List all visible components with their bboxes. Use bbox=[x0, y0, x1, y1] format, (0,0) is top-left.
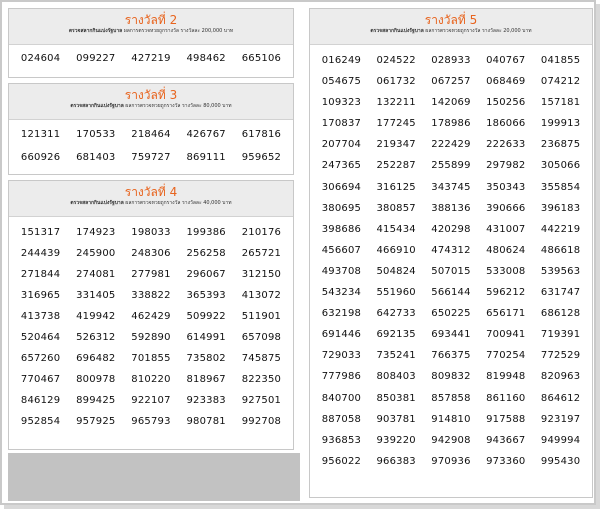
prize-number: 142069 bbox=[431, 97, 471, 109]
prize-number: 903781 bbox=[376, 413, 416, 425]
prize-4-header bbox=[9, 181, 293, 217]
prize-number: 511901 bbox=[241, 311, 282, 322]
prize-number: 592890 bbox=[131, 332, 171, 343]
prize-number: 719391 bbox=[540, 329, 581, 341]
prize-number: 887058 bbox=[321, 413, 362, 425]
prize-number: 222633 bbox=[486, 139, 526, 151]
prize-number: 265721 bbox=[241, 248, 282, 259]
prize-number: 186066 bbox=[486, 118, 526, 130]
prize-number: 150256 bbox=[486, 97, 526, 109]
prize-number: 966383 bbox=[376, 455, 416, 467]
prize-number: 914810 bbox=[431, 413, 471, 425]
prize-number: 256258 bbox=[186, 248, 226, 259]
empty-area bbox=[8, 453, 300, 501]
prize-number: 939220 bbox=[376, 434, 416, 446]
prize-number: 959652 bbox=[241, 152, 282, 163]
prize-number: 632198 bbox=[321, 308, 362, 320]
prize-number: 016249 bbox=[321, 55, 362, 66]
prize-number: 178986 bbox=[431, 118, 471, 130]
prize-number: 218464 bbox=[131, 129, 171, 140]
prize-number: 426767 bbox=[186, 129, 226, 140]
prize-2-panel bbox=[8, 8, 294, 78]
prize-number: 132211 bbox=[376, 97, 416, 109]
prize-number: 942908 bbox=[431, 434, 471, 446]
prize-number: 462429 bbox=[131, 311, 171, 322]
prize-number: 507015 bbox=[431, 265, 471, 277]
prize-number: 770467 bbox=[20, 374, 61, 385]
prize-number: 864612 bbox=[540, 392, 581, 404]
prize-number: 657098 bbox=[241, 332, 282, 343]
prize-number: 350343 bbox=[486, 181, 526, 193]
prize-number: 526312 bbox=[76, 332, 116, 343]
prize-number: 024604 bbox=[20, 53, 61, 64]
prize-number: 850381 bbox=[376, 392, 416, 404]
prize-number: 174923 bbox=[76, 227, 116, 238]
prize-number: 198033 bbox=[131, 227, 171, 238]
prize-number: 660926 bbox=[20, 152, 61, 163]
prize-number: 617816 bbox=[241, 129, 282, 140]
prize-number: 729033 bbox=[321, 350, 362, 362]
prize-number: 247365 bbox=[321, 160, 362, 172]
prize-number: 927501 bbox=[241, 395, 282, 406]
prize-number: 074212 bbox=[540, 76, 581, 88]
prize-number: 772529 bbox=[540, 350, 581, 362]
prize-number: 398686 bbox=[321, 223, 362, 235]
prize-number: 766375 bbox=[431, 350, 471, 362]
prize-3-header bbox=[9, 84, 293, 120]
prize-number: 970936 bbox=[431, 455, 471, 467]
prize-number: 480624 bbox=[486, 244, 526, 256]
prize-number: 551960 bbox=[376, 287, 416, 299]
prize-number: 800978 bbox=[76, 374, 116, 385]
prize-number: 170533 bbox=[76, 129, 116, 140]
prize-number: 917588 bbox=[486, 413, 526, 425]
prize-number: 413072 bbox=[241, 290, 282, 301]
prize-5-numbers bbox=[310, 45, 592, 467]
prize-number: 067257 bbox=[431, 76, 471, 88]
prize-number: 701855 bbox=[131, 353, 171, 364]
prize-number: 973360 bbox=[486, 455, 526, 467]
prize-2-header bbox=[9, 9, 293, 45]
prize-number: 650225 bbox=[431, 308, 471, 320]
prize-number: 498462 bbox=[186, 53, 226, 64]
prize-number: 819948 bbox=[486, 371, 526, 383]
prize-2-subtitle: ตรวจสลากกินแบ่งรัฐบาล ผลการตรวจหวยถูกรางวัล รางวัลละ 200,000 บาท bbox=[68, 28, 234, 34]
prize-number: 170837 bbox=[321, 118, 362, 130]
prize-number: 312150 bbox=[241, 269, 282, 280]
prize-number: 413738 bbox=[20, 311, 61, 322]
prize-number: 316965 bbox=[20, 290, 61, 301]
prize-number: 820963 bbox=[540, 371, 581, 383]
prize-number: 504824 bbox=[376, 265, 416, 277]
prize-number: 681403 bbox=[76, 152, 116, 163]
prize-number: 957925 bbox=[76, 416, 116, 427]
prize-number: 236875 bbox=[540, 139, 581, 151]
prize-number: 642733 bbox=[376, 308, 416, 320]
prize-number: 995430 bbox=[540, 455, 581, 467]
prize-number: 693441 bbox=[431, 329, 471, 341]
prize-number: 151317 bbox=[20, 227, 61, 238]
prize-number: 952854 bbox=[20, 416, 61, 427]
prize-number: 331405 bbox=[76, 290, 116, 301]
prize-5-title: รางวัลที่ 5 bbox=[424, 13, 478, 27]
prize-number: 700941 bbox=[486, 329, 526, 341]
prize-number: 274081 bbox=[76, 269, 116, 280]
prize-number: 244439 bbox=[20, 248, 61, 259]
prize-number: 054675 bbox=[321, 76, 362, 88]
prize-number: 297982 bbox=[486, 160, 526, 172]
prize-number: 965793 bbox=[131, 416, 171, 427]
prize-number: 539563 bbox=[540, 265, 581, 277]
prize-number: 899425 bbox=[76, 395, 116, 406]
prize-number: 735802 bbox=[186, 353, 226, 364]
prize-number: 474312 bbox=[431, 244, 471, 256]
prize-number: 992708 bbox=[241, 416, 282, 427]
prize-number: 745875 bbox=[241, 353, 282, 364]
prize-number: 442219 bbox=[540, 223, 581, 235]
prize-number: 657260 bbox=[20, 353, 61, 364]
prize-number: 068469 bbox=[486, 76, 526, 88]
prize-number: 420298 bbox=[431, 223, 471, 235]
prize-number: 922107 bbox=[131, 395, 171, 406]
prize-number: 735241 bbox=[376, 350, 416, 362]
prize-number: 566144 bbox=[431, 287, 471, 299]
prize-number: 219347 bbox=[376, 139, 416, 151]
prize-number: 692135 bbox=[376, 329, 416, 341]
prize-2-title: รางวัลที่ 2 bbox=[124, 13, 178, 27]
prize-number: 456607 bbox=[321, 244, 362, 256]
prize-number: 861160 bbox=[486, 392, 526, 404]
prize-number: 631747 bbox=[540, 287, 581, 299]
prize-number: 306694 bbox=[321, 181, 362, 193]
prize-number: 305066 bbox=[540, 160, 581, 172]
prize-number: 396183 bbox=[540, 202, 581, 214]
prize-number: 818967 bbox=[186, 374, 226, 385]
prize-3-subtitle: ตรวจสลากกินแบ่งรัฐบาล ผลการตรวจหวยถูกรางวัล รางวัลละ 80,000 บาท bbox=[70, 103, 232, 109]
prize-number: 686128 bbox=[540, 308, 581, 320]
prize-5-subtitle: ตรวจสลากกินแบ่งรัฐบาล ผลการตรวจหวยถูกรางวัล รางวัลละ 20,000 บาท bbox=[370, 28, 532, 34]
prize-number: 466910 bbox=[376, 244, 416, 256]
prize-number: 024522 bbox=[376, 55, 416, 66]
prize-number: 980781 bbox=[186, 416, 226, 427]
prize-number: 121311 bbox=[20, 129, 61, 140]
prize-number: 380857 bbox=[376, 202, 416, 214]
prize-number: 199913 bbox=[540, 118, 581, 130]
prize-number: 431007 bbox=[486, 223, 526, 235]
prize-number: 157181 bbox=[540, 97, 581, 109]
prize-number: 343745 bbox=[431, 181, 471, 193]
prize-number: 222429 bbox=[431, 139, 471, 151]
prize-number: 956022 bbox=[321, 455, 362, 467]
prize-number: 614991 bbox=[186, 332, 226, 343]
prize-number: 415434 bbox=[376, 223, 416, 235]
prize-3-numbers bbox=[9, 120, 293, 163]
prize-number: 380695 bbox=[321, 202, 362, 214]
prize-number: 923383 bbox=[186, 395, 226, 406]
prize-number: 808403 bbox=[376, 371, 416, 383]
prize-number: 041855 bbox=[540, 55, 581, 66]
prize-number: 252287 bbox=[376, 160, 416, 172]
prize-number: 810220 bbox=[131, 374, 171, 385]
prize-number: 355854 bbox=[540, 181, 581, 193]
prize-4-title: รางวัลที่ 4 bbox=[124, 185, 178, 199]
prize-number: 271844 bbox=[20, 269, 61, 280]
prize-number: 365393 bbox=[186, 290, 226, 301]
prize-number: 338822 bbox=[131, 290, 171, 301]
prize-number: 656171 bbox=[486, 308, 526, 320]
prize-number: 770254 bbox=[486, 350, 526, 362]
prize-number: 210176 bbox=[241, 227, 282, 238]
prize-number: 696482 bbox=[76, 353, 116, 364]
prize-4-panel bbox=[8, 180, 294, 450]
prize-number: 316125 bbox=[376, 181, 416, 193]
prize-2-numbers bbox=[9, 45, 293, 64]
prize-number: 390666 bbox=[486, 202, 526, 214]
prize-number: 427219 bbox=[131, 53, 171, 64]
prize-number: 245900 bbox=[76, 248, 116, 259]
prize-3-title: รางวัลที่ 3 bbox=[124, 88, 178, 102]
prize-number: 840700 bbox=[321, 392, 362, 404]
prize-number: 846129 bbox=[20, 395, 61, 406]
prize-number: 943667 bbox=[486, 434, 526, 446]
prize-number: 419942 bbox=[76, 311, 116, 322]
prize-number: 533008 bbox=[486, 265, 526, 277]
prize-number: 486618 bbox=[540, 244, 581, 256]
prize-number: 248306 bbox=[131, 248, 171, 259]
prize-number: 028933 bbox=[431, 55, 471, 66]
prize-number: 691446 bbox=[321, 329, 362, 341]
prize-number: 177245 bbox=[376, 118, 416, 130]
prize-number: 759727 bbox=[131, 152, 171, 163]
prize-number: 596212 bbox=[486, 287, 526, 299]
prize-5-header bbox=[310, 9, 592, 45]
prize-number: 543234 bbox=[321, 287, 362, 299]
prize-4-numbers bbox=[9, 217, 293, 427]
prize-number: 923197 bbox=[540, 413, 581, 425]
prize-number: 493708 bbox=[321, 265, 362, 277]
prize-number: 109323 bbox=[321, 97, 362, 109]
prize-4-subtitle: ตรวจสลากกินแบ่งรัฐบาล ผลการตรวจหวยถูกรางวัล รางวัลละ 40,000 บาท bbox=[70, 200, 232, 206]
prize-number: 061732 bbox=[376, 76, 416, 88]
prize-number: 388136 bbox=[431, 202, 471, 214]
prize-number: 520464 bbox=[20, 332, 61, 343]
prize-number: 869111 bbox=[186, 152, 226, 163]
prize-number: 296067 bbox=[186, 269, 226, 280]
prize-number: 777986 bbox=[321, 371, 362, 383]
prize-number: 809832 bbox=[431, 371, 471, 383]
prize-number: 936853 bbox=[321, 434, 362, 446]
prize-3-panel bbox=[8, 83, 294, 175]
prize-5-panel bbox=[309, 8, 593, 498]
prize-number: 509922 bbox=[186, 311, 226, 322]
prize-number: 665106 bbox=[241, 53, 282, 64]
prize-number: 199386 bbox=[186, 227, 226, 238]
prize-number: 255899 bbox=[431, 160, 471, 172]
prize-number: 040767 bbox=[486, 55, 526, 66]
prize-number: 099227 bbox=[76, 53, 116, 64]
prize-number: 857858 bbox=[431, 392, 471, 404]
prize-number: 949994 bbox=[540, 434, 581, 446]
prize-number: 822350 bbox=[241, 374, 282, 385]
prize-number: 207704 bbox=[321, 139, 362, 151]
prize-number: 277981 bbox=[131, 269, 171, 280]
